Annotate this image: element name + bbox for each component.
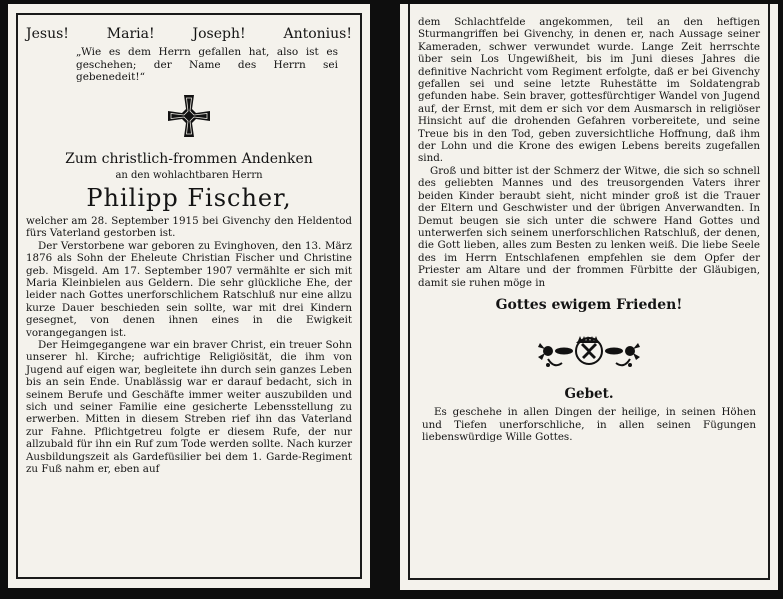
character-paragraph: Der Heimgegangene war ein braver Christ, ein treuer Sohn unserer hl. Kirche; aufrichtige Religiösität, die ihm von Jugend auf eigen war, begleitete ihn durch sein ganzes Leben bis an sein Ende. Unablässig war er darauf bedacht, sich in seinem Berufe und Geschäfte immer weiter auszubilden und sich und seiner Familie eine gesicherte Lebensstellung zu erwerben. Mitten in diesem Streben rief ihn das Vaterland zur Fahne. Pflichtgetreu folgte er diesem Rufe, der nur allzubald für ihn ein Ruf zum Tode werden sollte. Nach kurzer Ausbildungszeit als Gardefüsilier bei dem 1. Garde-Regiment zu Fuß nahm er, eben auf [26, 338, 352, 476]
prayer-title: Gebet. [564, 386, 614, 403]
biography-paragraph: Der Verstorbene war geboren zu Evinghoven, den 13. März 1876 als Sohn der Eheleute Christian Fischer und Christine geb. Misgeld. Am 17. September 1907 vermählte er sich mit Maria Kleinbielen aus Geldern. Die sehr glückliche Ehe, der leider nach Gottes unerforschlichem Ratschluß nur eine allzu kurze Dauer beschieden sein sollte, war mit drei Kindern gesegnet, von denen ihnen eines in die Ewigkeit vorangegangen ist. [26, 239, 352, 339]
invocation-antonius: Antonius! [283, 26, 352, 42]
iron-cross-icon [26, 94, 352, 141]
closing-line: Gottes ewigem Frieden! [495, 296, 683, 313]
right-page [400, 4, 778, 590]
dedication: Zum christlich-frommen Andenken [65, 150, 313, 167]
deceased-name: Philipp Fischer, [86, 183, 292, 212]
death-paragraph: welcher am 28. September 1915 bei Givenchy den Heldentod fürs Vaterland gestorben ist. [26, 214, 352, 240]
invocation-maria: Maria! [106, 26, 155, 42]
left-page [8, 4, 370, 588]
right-page-content [418, 16, 760, 444]
prayer-text: Es geschehe in allen Dingen der heilige, in seinen Höhen und Tiefen unerforschliche, in allen seinen Fügungen liebenswürdige Wille Gottes. [422, 406, 756, 444]
quote: „Wie es dem Herrn gefallen hat, also ist es geschehen; der Name des Herrn sei gebenedeit!“ [76, 46, 338, 83]
floral-ornament-icon [418, 331, 760, 376]
dedication-sub: an den wohlachtbaren Herrn [115, 169, 263, 181]
invocations [26, 26, 352, 42]
continuation-paragraph: dem Schlachtfelde angekommen, teil an den heftigen Sturmangriffen bei Givenchy, in denen er, nach Aussage seiner Kameraden, schwer verwundet wurde. Lange Zeit herrschte über sein Los Ungewißheit, bis im Juni dieses Jahres die definitive Nachricht vom Regiment erfolgte, daß er bei Givenchy gefallen sei und seine letzte Ruhestätte im Soldatengrab gefunden habe. Sein braver, gottesfürchtiger Wandel von Jugend auf, der Ernst, mit dem er sich vor dem Ausmarsch in religiöser Hinsicht auf die drohenden Gefahren vorbereitete, und seine Treue bis in den Tod, geben zuversichtliche Hoffnung, daß ihm der Lohn und die Krone des ewigen Lebens bereits zugefallen sind. [418, 16, 760, 165]
left-page-content [26, 26, 352, 475]
invocation-jesus: Jesus! [26, 26, 69, 42]
mourning-paragraph: Groß und bitter ist der Schmerz der Witwe, die sich so schnell des geliebten Mannes und des treusorgenden Vaters ihrer beiden Kinder beraubt sieht, nicht minder groß ist die Trauer der Eltern und Geschwister und der übrigen Anverwandten. In Demut beugen sie sich unter die schwere Hand Gottes und unterwerfen sich seinem unerforschlichen Ratschluß, der denen, die Gott lieben, alles zum Besten zu lenken weiß. Die liebe Seele des im Herrn Entschlafenen empfehlen sie dem Opfer der Priester am Altare und der frommen Fürbitte der Gläubigen, damit sie ruhen möge in [418, 164, 760, 289]
invocation-joseph: Joseph! [192, 26, 246, 42]
